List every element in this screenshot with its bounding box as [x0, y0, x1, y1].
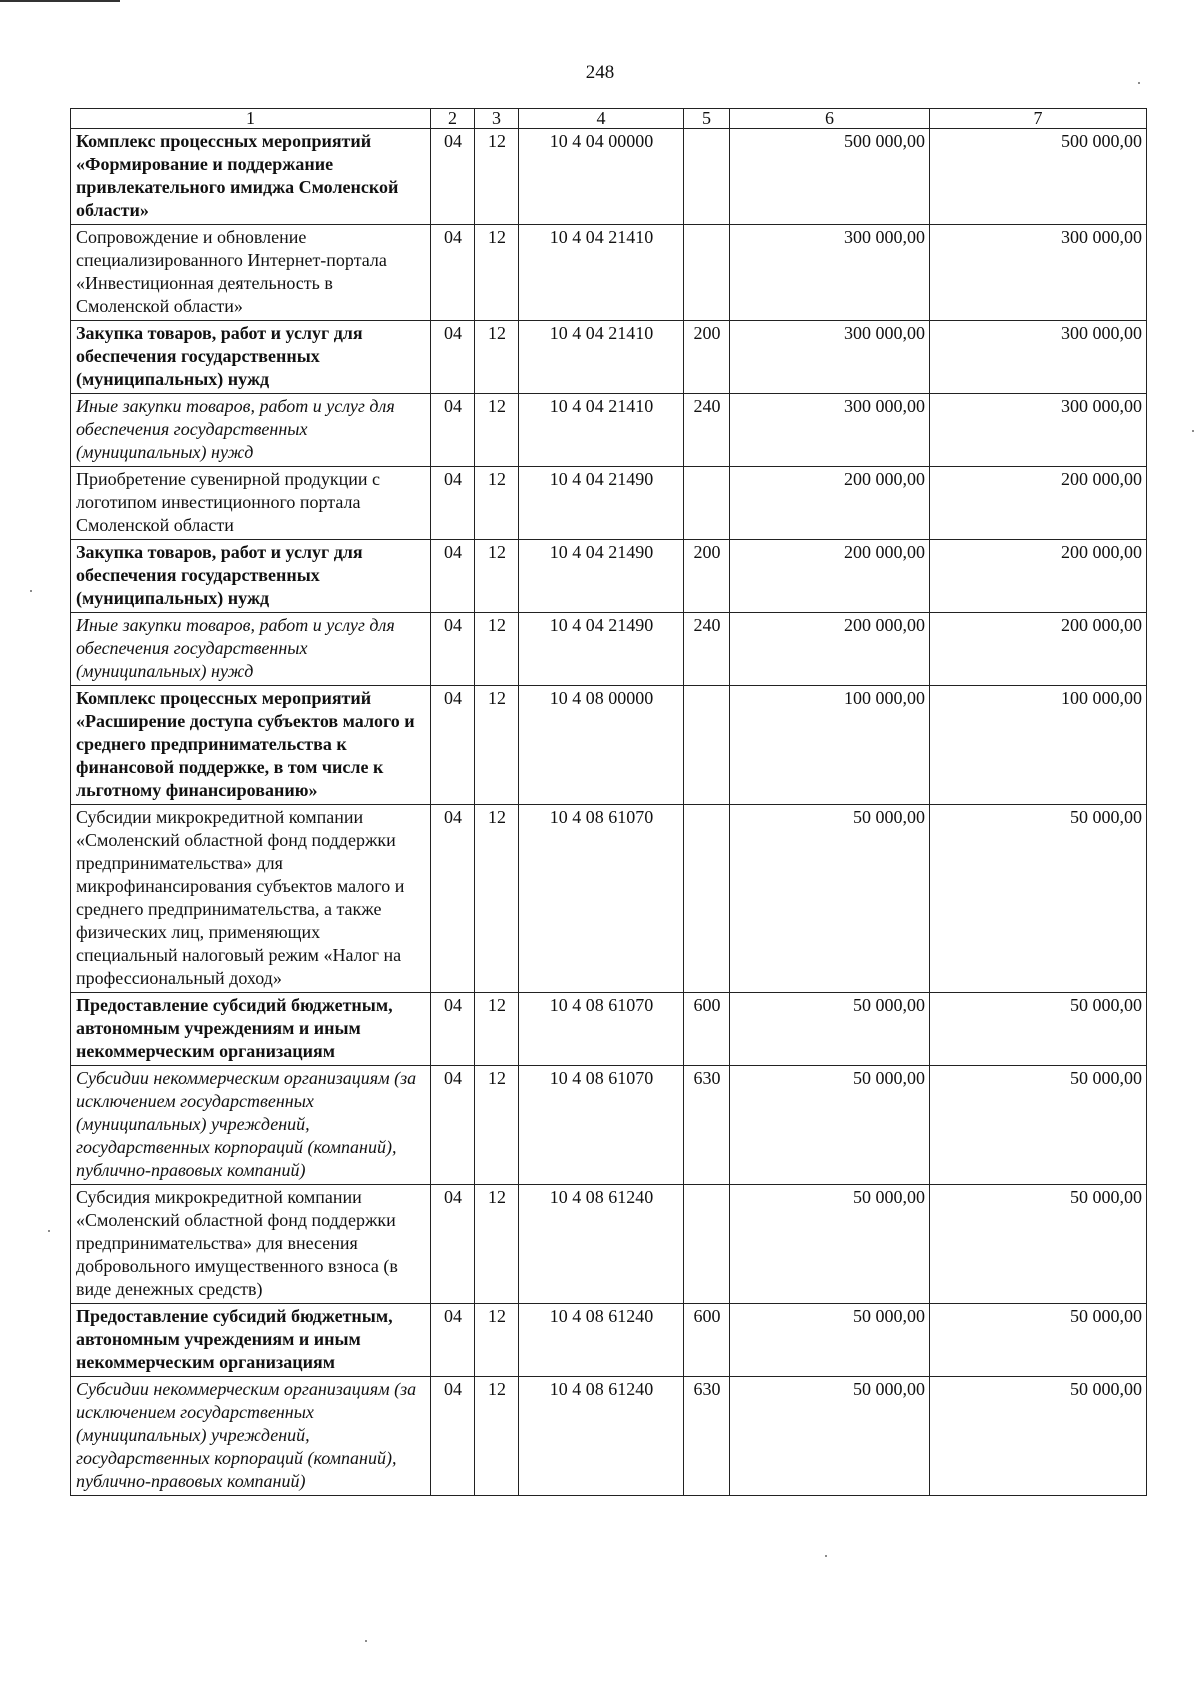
table-row	[71, 1377, 1147, 1496]
table-row	[71, 686, 1147, 805]
amount-cell: 300 000,00	[730, 321, 930, 394]
table-row	[71, 321, 1147, 394]
amount-cell: 50 000,00	[930, 805, 1147, 993]
amount-cell: 50 000,00	[930, 1377, 1147, 1496]
expense-type-cell: 240	[684, 613, 730, 686]
target-article-cell: 10 4 04 21410	[519, 225, 684, 321]
amount-cell: 200 000,00	[930, 467, 1147, 540]
amount-cell: 50 000,00	[930, 1304, 1147, 1377]
subsection-code-cell: 12	[475, 1377, 519, 1496]
section-code-cell: 04	[431, 1185, 475, 1304]
amount-cell: 50 000,00	[730, 1304, 930, 1377]
subsection-code-cell: 12	[475, 686, 519, 805]
target-article-cell: 10 4 04 00000	[519, 129, 684, 225]
subsection-code-cell: 12	[475, 467, 519, 540]
table-row	[71, 540, 1147, 613]
section-code-cell: 04	[431, 321, 475, 394]
row-name-cell: Субсидии некоммерческим организациям (за исключением государственных (муниципальных) учреждений, государственных корпораций (компаний), публично-правовых компаний)	[71, 1066, 431, 1185]
expense-type-cell	[684, 686, 730, 805]
table-row	[71, 1185, 1147, 1304]
subsection-code-cell: 12	[475, 129, 519, 225]
section-code-cell: 04	[431, 225, 475, 321]
amount-cell: 500 000,00	[730, 129, 930, 225]
amount-cell: 50 000,00	[730, 1066, 930, 1185]
amount-cell: 50 000,00	[730, 805, 930, 993]
amount-cell: 100 000,00	[930, 686, 1147, 805]
amount-cell: 200 000,00	[730, 467, 930, 540]
target-article-cell: 10 4 08 00000	[519, 686, 684, 805]
amount-cell: 200 000,00	[930, 613, 1147, 686]
amount-cell: 300 000,00	[930, 321, 1147, 394]
table-body	[71, 129, 1147, 1496]
expense-type-cell	[684, 467, 730, 540]
scan-edge-line	[0, 0, 120, 2]
table-row	[71, 613, 1147, 686]
amount-cell: 50 000,00	[730, 1377, 930, 1496]
target-article-cell: 10 4 04 21410	[519, 321, 684, 394]
row-name-cell: Комплекс процессных мероприятий «Формирование и поддержание привлекательного имиджа Смоленской области»	[71, 129, 431, 225]
row-name-cell: Иные закупки товаров, работ и услуг для обеспечения государственных (муниципальных) нужд	[71, 613, 431, 686]
header-cell: 1	[71, 109, 431, 129]
subsection-code-cell: 12	[475, 1304, 519, 1377]
target-article-cell: 10 4 08 61240	[519, 1185, 684, 1304]
expense-type-cell	[684, 1185, 730, 1304]
row-name-cell: Закупка товаров, работ и услуг для обеспечения государственных (муниципальных) нужд	[71, 540, 431, 613]
row-name-cell: Субсидия микрокредитной компании «Смоленский областной фонд поддержки предпринимательства» для внесения добровольного имущественного взноса (в виде денежных средств)	[71, 1185, 431, 1304]
row-name-cell: Предоставление субсидий бюджетным, автономным учреждениям и иным некоммерческим организациям	[71, 993, 431, 1066]
row-name-cell: Субсидии микрокредитной компании «Смоленский областной фонд поддержки предпринимательства» для микрофинансирования субъектов малого и среднего предпринимательства, а также физических лиц, применяющих специальный налоговый режим «Налог на профессиональный доход»	[71, 805, 431, 993]
scan-speck	[30, 590, 32, 592]
expense-type-cell: 200	[684, 321, 730, 394]
table-row	[71, 129, 1147, 225]
section-code-cell: 04	[431, 129, 475, 225]
amount-cell: 300 000,00	[730, 225, 930, 321]
target-article-cell: 10 4 08 61070	[519, 805, 684, 993]
section-code-cell: 04	[431, 1304, 475, 1377]
amount-cell: 50 000,00	[930, 1185, 1147, 1304]
amount-cell: 300 000,00	[730, 394, 930, 467]
expense-type-cell: 630	[684, 1377, 730, 1496]
target-article-cell: 10 4 04 21490	[519, 540, 684, 613]
header-cell: 5	[684, 109, 730, 129]
scan-speck	[365, 1640, 367, 1642]
subsection-code-cell: 12	[475, 321, 519, 394]
table-row	[71, 1304, 1147, 1377]
row-name-cell: Субсидии некоммерческим организациям (за исключением государственных (муниципальных) учреждений, государственных корпораций (компаний), публично-правовых компаний)	[71, 1377, 431, 1496]
row-name-cell: Закупка товаров, работ и услуг для обеспечения государственных (муниципальных) нужд	[71, 321, 431, 394]
row-name-cell: Комплекс процессных мероприятий «Расширение доступа субъектов малого и среднего предпринимательства к финансовой поддержке, в том числе к льготному финансированию»	[71, 686, 431, 805]
expense-type-cell: 600	[684, 993, 730, 1066]
amount-cell: 300 000,00	[930, 394, 1147, 467]
section-code-cell: 04	[431, 540, 475, 613]
target-article-cell: 10 4 04 21490	[519, 467, 684, 540]
scan-speck	[48, 1230, 50, 1232]
section-code-cell: 04	[431, 613, 475, 686]
section-code-cell: 04	[431, 1066, 475, 1185]
amount-cell: 100 000,00	[730, 686, 930, 805]
expense-type-cell: 630	[684, 1066, 730, 1185]
subsection-code-cell: 12	[475, 540, 519, 613]
target-article-cell: 10 4 08 61070	[519, 1066, 684, 1185]
expense-type-cell: 240	[684, 394, 730, 467]
subsection-code-cell: 12	[475, 1066, 519, 1185]
amount-cell: 50 000,00	[930, 993, 1147, 1066]
target-article-cell: 10 4 08 61070	[519, 993, 684, 1066]
header-cell: 4	[519, 109, 684, 129]
subsection-code-cell: 12	[475, 613, 519, 686]
section-code-cell: 04	[431, 467, 475, 540]
expense-type-cell: 200	[684, 540, 730, 613]
page-number: 248	[585, 62, 615, 83]
target-article-cell: 10 4 04 21410	[519, 394, 684, 467]
section-code-cell: 04	[431, 1377, 475, 1496]
table-row	[71, 1066, 1147, 1185]
header-cell: 3	[475, 109, 519, 129]
expense-type-cell	[684, 129, 730, 225]
amount-cell: 200 000,00	[730, 613, 930, 686]
table-row	[71, 225, 1147, 321]
expense-type-cell	[684, 805, 730, 993]
subsection-code-cell: 12	[475, 225, 519, 321]
scan-speck	[1138, 82, 1140, 84]
row-name-cell: Сопровождение и обновление специализированного Интернет-портала «Инвестиционная деятельность в Смоленской области»	[71, 225, 431, 321]
target-article-cell: 10 4 08 61240	[519, 1377, 684, 1496]
header-row	[71, 109, 1147, 129]
row-name-cell: Приобретение сувенирной продукции с логотипом инвестиционного портала Смоленской области	[71, 467, 431, 540]
scan-speck	[1192, 430, 1194, 432]
row-name-cell: Иные закупки товаров, работ и услуг для обеспечения государственных (муниципальных) нужд	[71, 394, 431, 467]
amount-cell: 200 000,00	[730, 540, 930, 613]
subsection-code-cell: 12	[475, 993, 519, 1066]
budget-table	[70, 108, 1147, 1496]
section-code-cell: 04	[431, 805, 475, 993]
amount-cell: 50 000,00	[730, 993, 930, 1066]
table-row	[71, 993, 1147, 1066]
target-article-cell: 10 4 04 21490	[519, 613, 684, 686]
amount-cell: 200 000,00	[930, 540, 1147, 613]
amount-cell: 50 000,00	[930, 1066, 1147, 1185]
target-article-cell: 10 4 08 61240	[519, 1304, 684, 1377]
header-cell: 2	[431, 109, 475, 129]
amount-cell: 50 000,00	[730, 1185, 930, 1304]
expense-type-cell	[684, 225, 730, 321]
subsection-code-cell: 12	[475, 805, 519, 993]
header-cell: 6	[730, 109, 930, 129]
subsection-code-cell: 12	[475, 1185, 519, 1304]
amount-cell: 300 000,00	[930, 225, 1147, 321]
header-cell: 7	[930, 109, 1147, 129]
subsection-code-cell: 12	[475, 394, 519, 467]
amount-cell: 500 000,00	[930, 129, 1147, 225]
table-row	[71, 805, 1147, 993]
table-row	[71, 467, 1147, 540]
expense-type-cell: 600	[684, 1304, 730, 1377]
table-row	[71, 394, 1147, 467]
row-name-cell: Предоставление субсидий бюджетным, автономным учреждениям и иным некоммерческим организациям	[71, 1304, 431, 1377]
section-code-cell: 04	[431, 394, 475, 467]
scan-speck	[825, 1555, 827, 1557]
section-code-cell: 04	[431, 686, 475, 805]
section-code-cell: 04	[431, 993, 475, 1066]
